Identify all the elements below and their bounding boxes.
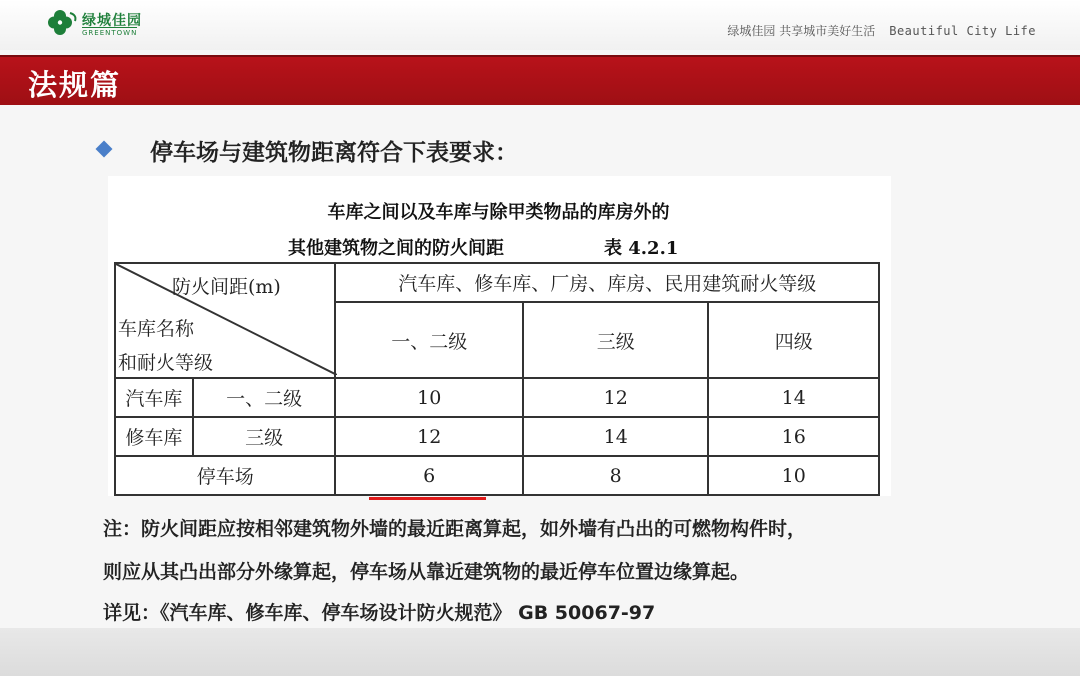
table-caption-line2: [288, 234, 1071, 260]
top-bar: [0, 0, 1080, 50]
logo-text-en: GREENTOWN: [82, 29, 138, 37]
section-heading: 停车场与建筑物距离符合下表要求：: [150, 140, 518, 166]
value-cell: 10: [335, 378, 523, 417]
row-name-cell: 修车库: [115, 417, 193, 456]
corner-label-grade: 和耐火等级: [118, 352, 214, 374]
value-cell: 16: [708, 417, 879, 456]
logo-text-cn: 绿城佳园: [82, 13, 142, 29]
footer-bar: [0, 628, 1080, 676]
diamond-bullet-icon: [96, 141, 113, 158]
slogan: [727, 22, 1036, 39]
page-title: 法规篇: [28, 68, 122, 102]
table-caption-text: 其他建筑物之间的防火间距: [288, 238, 504, 259]
table-number: 表 4.2.1: [604, 238, 679, 259]
table-caption-line1: 车库之间以及车库与除甲类物品的库房外的: [327, 202, 670, 223]
row-grade-cell: 一、二级: [193, 378, 336, 417]
note-line-1: 注：防火间距应按相邻建筑物外墙的最近距离算起，如外墙有凸出的可燃物构件时，: [103, 518, 807, 540]
table-row: [115, 417, 879, 456]
table-row: [115, 456, 879, 495]
value-cell: 12: [335, 417, 523, 456]
value-cell: 14: [708, 378, 879, 417]
value-cell: 14: [523, 417, 708, 456]
corner-label-distance: 防火间距(m): [172, 276, 281, 298]
row-name-cell: 停车场: [115, 456, 335, 495]
column-header: 三级: [523, 302, 708, 378]
table-corner-cell: [115, 263, 335, 378]
corner-label-name: 车库名称: [118, 318, 195, 340]
row-name-cell: 汽车库: [115, 378, 193, 417]
reference-line: 详见：《汽车库、修车库、停车场设计防火规范》 GB 50067-97: [103, 602, 656, 624]
highlight-underline: [369, 497, 486, 500]
fire-distance-table: [114, 262, 880, 496]
column-header: 一、二级: [335, 302, 523, 378]
value-cell: 12: [523, 378, 708, 417]
slogan-en: Beautiful City Life: [889, 24, 1036, 38]
clover-logo-icon: [48, 9, 78, 37]
value-cell: 6: [335, 456, 523, 495]
note-line-2: 则应从其凸出部分外缘算起，停车场从靠近建筑物的最近停车位置边缘算起。: [103, 561, 750, 583]
slogan-cn: 绿城佳园 共享城市美好生活: [727, 24, 876, 38]
value-cell: 10: [708, 456, 879, 495]
greentown-logo: [48, 8, 148, 40]
table-image: [108, 176, 891, 496]
column-header: 四级: [708, 302, 879, 378]
table-row: [115, 378, 879, 417]
group-header-cell: 汽车库、修车库、厂房、库房、民用建筑耐火等级: [335, 263, 879, 302]
value-cell: 8: [523, 456, 708, 495]
title-banner: [0, 55, 1080, 105]
row-grade-cell: 三级: [193, 417, 336, 456]
